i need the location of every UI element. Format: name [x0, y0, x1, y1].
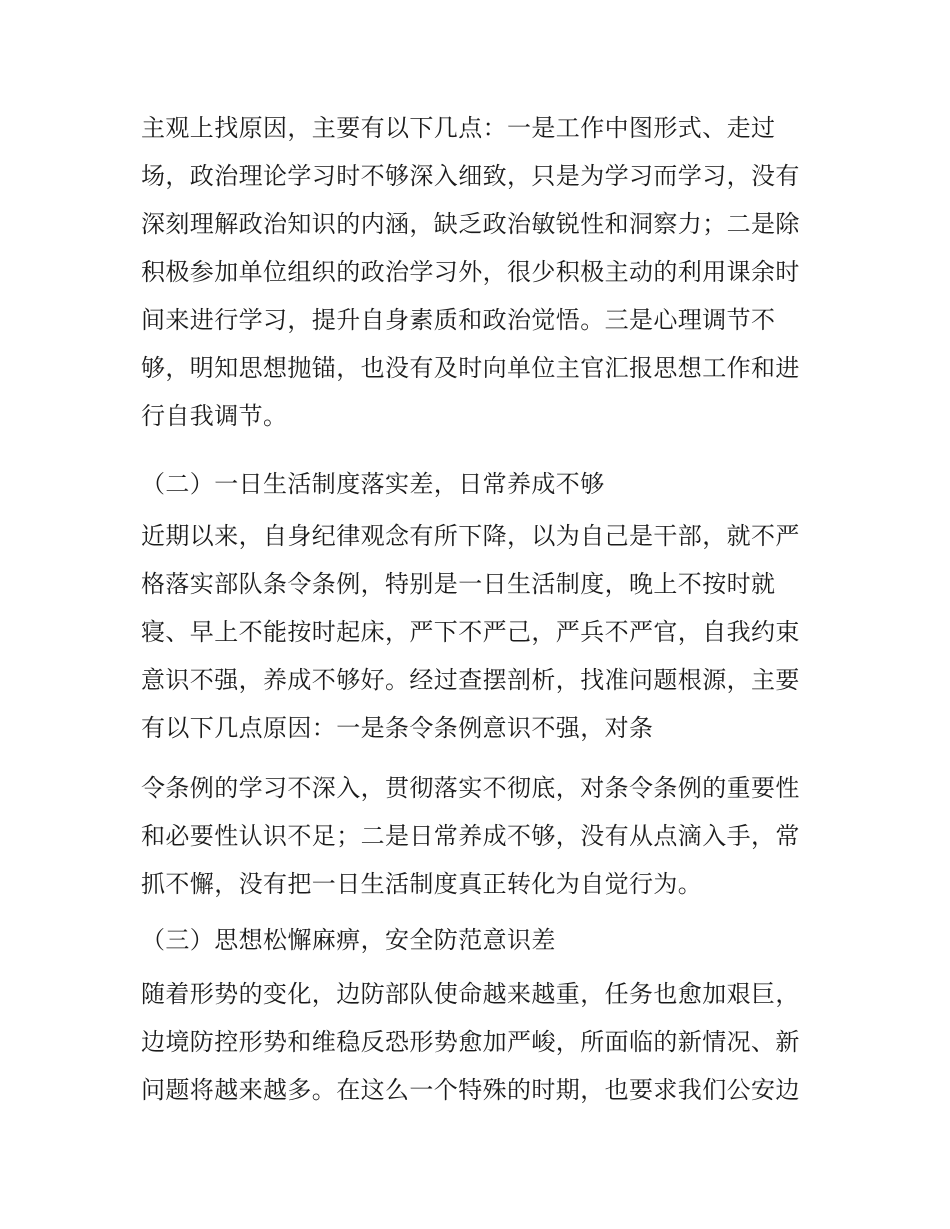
paragraph-line: 够，明知思想抛锚，也没有及时向单位主官汇报思想工作和进 — [141, 354, 800, 382]
paragraph-line: 有以下几点原因：一是条令条例意识不强，对条 — [141, 714, 654, 742]
paragraph-line: 近期以来，自身纪律观念有所下降，以为自己是干部，就不严 — [141, 522, 800, 550]
paragraph-line: 寝、早上不能按时起床，严下不严己，严兵不严官，自我约束 — [141, 618, 800, 646]
paragraph-line: 行自我调节。 — [141, 402, 288, 430]
paragraph-line: 令条例的学习不深入，贯彻落实不彻底，对条令条例的重要性 — [141, 774, 800, 802]
paragraph-line: 格落实部队条令条例，特别是一日生活制度，晚上不按时就 — [141, 570, 776, 598]
paragraph-line: 深刻理解政治知识的内涵，缺乏政治敏锐性和洞察力；二是除 — [141, 210, 800, 238]
paragraph-line: 抓不懈，没有把一日生活制度真正转化为自觉行为。 — [141, 870, 703, 898]
paragraph-line: 意识不强，养成不够好。经过查摆剖析，找准问题根源，主要 — [141, 666, 800, 694]
section-heading: （三）思想松懈麻痹，安全防范意识差 — [141, 926, 556, 954]
paragraph-line: 积极参加单位组织的政治学习外，很少积极主动的利用课余时 — [141, 258, 800, 286]
paragraph-line: 问题将越来越多。在这么一个特殊的时期，也要求我们公安边 — [141, 1076, 800, 1104]
section-heading: （二）一日生活制度落实差，日常养成不够 — [141, 470, 605, 498]
paragraph-line: 边境防控形势和维稳反恐形势愈加严峻，所面临的新情况、新 — [141, 1028, 800, 1056]
paragraph-line: 和必要性认识不足；二是日常养成不够，没有从点滴入手，常 — [141, 822, 800, 850]
paragraph-line: 随着形势的变化，边防部队使命越来越重，任务也愈加艰巨， — [141, 980, 800, 1008]
paragraph-line: 主观上找原因，主要有以下几点：一是工作中图形式、走过 — [141, 114, 776, 142]
paragraph-line: 间来进行学习，提升自身素质和政治觉悟。三是心理调节不 — [141, 306, 776, 334]
paragraph-line: 场，政治理论学习时不够深入细致，只是为学习而学习，没有 — [141, 162, 800, 190]
